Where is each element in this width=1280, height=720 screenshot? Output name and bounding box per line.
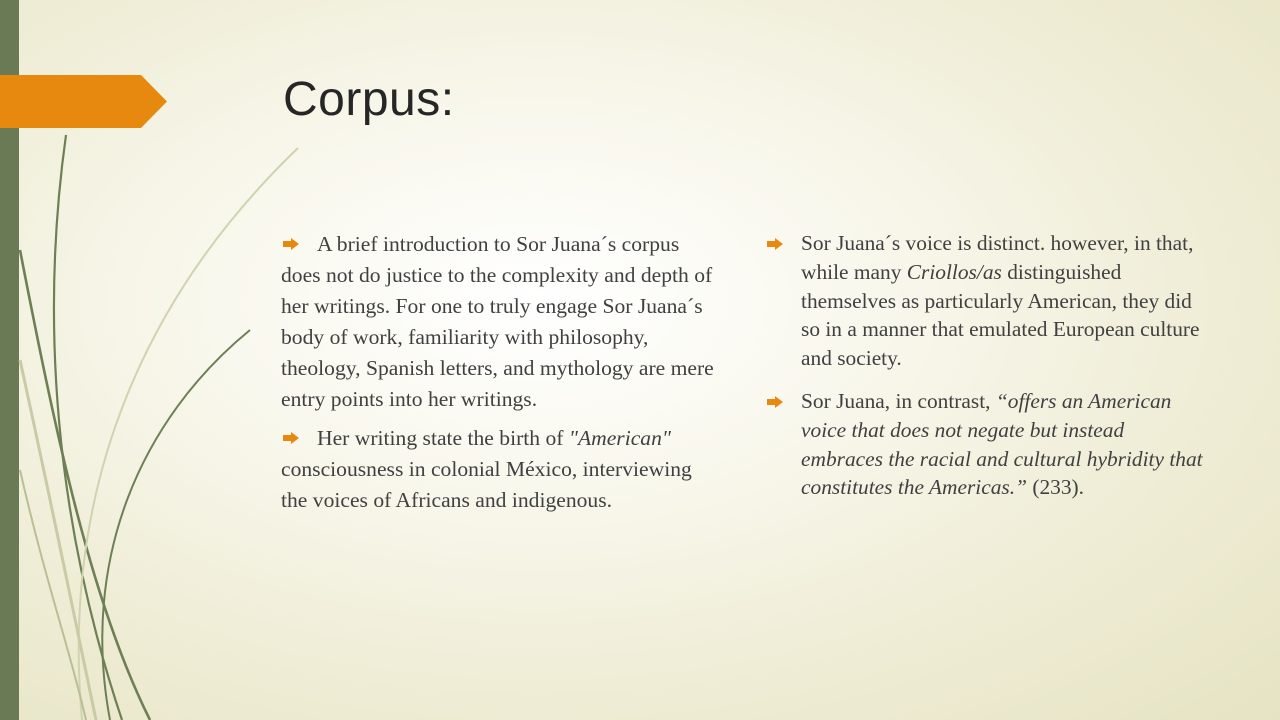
slide-title: Corpus: xyxy=(283,73,455,126)
bullet-item xyxy=(765,387,1205,502)
bullet-item xyxy=(281,423,721,516)
bullet-text-italic: Criollos/as xyxy=(906,259,1002,284)
bullet-text-end: (233). xyxy=(1026,475,1085,500)
bullet-text-end: distinguished themselves as particularly American, they did so in a manner that emulated European culture and society. xyxy=(801,259,1200,371)
bullet-text-end: consciousness in colonial México, interviewing the voices of Africans and indigenous. xyxy=(281,457,692,512)
left-content-column xyxy=(281,229,721,524)
right-arrow-icon xyxy=(767,396,783,408)
bullet-text-italic: "American" xyxy=(568,426,671,450)
bullet-text: A brief introduction to Sor Juana´s corpus does not do justice to the complexity and depth of her writings. For one to truly engage Sor Juana´s body of work, familiarity with philosophy, theology, Spanish letters, and mythology are mere entry points into her writings. xyxy=(281,232,714,411)
right-arrow-icon xyxy=(767,238,783,250)
right-arrow-icon xyxy=(283,432,299,444)
right-content-column xyxy=(765,229,1205,516)
bullet-item xyxy=(281,229,721,415)
bullet-item xyxy=(765,229,1205,373)
title-arrow-shape xyxy=(0,75,167,128)
bullet-text-start: Sor Juana´s voice is distinct. however, in that, while many xyxy=(801,231,1194,284)
bullet-text-italic: “offers an American voice that does not negate but instead embraces the racial and cultural hybridity that constitutes the Americas.” xyxy=(801,388,1203,500)
bullet-text-start: Sor Juana, in contrast, xyxy=(801,388,996,413)
bullet-text-start: Her writing state the birth of xyxy=(317,426,569,450)
right-arrow-icon xyxy=(283,238,299,250)
